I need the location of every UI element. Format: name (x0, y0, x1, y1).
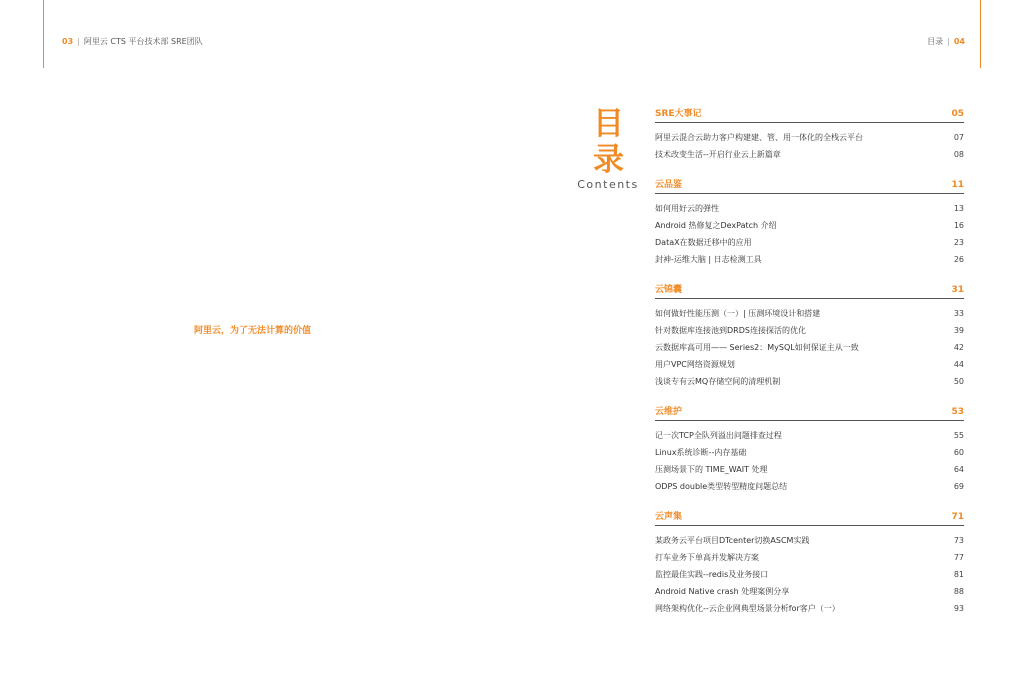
entry-title: 网络架构优化--云企业网典型场景分析for客户（一） (655, 604, 840, 613)
table-of-contents (655, 106, 964, 631)
section-title: 云维护 (655, 407, 683, 417)
entry-title: 打车业务下单高并发解决方案 (655, 553, 759, 562)
entry-title: 云数据库高可用—— Series2：MySQL如何保证主从一致 (655, 343, 859, 352)
toc-section-heading[interactable] (655, 177, 964, 194)
toc-entry[interactable] (655, 356, 964, 373)
entry-page-number: 50 (953, 377, 964, 386)
entry-title: 浅谈专有云MQ存储空间的清理机制 (655, 377, 781, 386)
entry-title: Android Native crash 处理案例分享 (655, 587, 790, 596)
entry-page-number: 26 (953, 255, 964, 264)
entry-title: 封神-运维大脑 | 日志检测工具 (655, 255, 762, 264)
toc-entry[interactable] (655, 373, 964, 390)
section-page-number: 11 (951, 180, 964, 190)
entry-page-number: 16 (953, 221, 964, 230)
section-title: 云锦囊 (655, 285, 683, 295)
toc-entry[interactable] (655, 146, 964, 163)
toc-section-heading[interactable] (655, 509, 964, 526)
entry-page-number: 73 (953, 536, 964, 545)
right-running-header (927, 36, 965, 47)
toc-entry[interactable] (655, 200, 964, 217)
entry-page-number: 07 (953, 133, 964, 142)
toc-title-en: Contents (577, 178, 639, 191)
toc-entry[interactable] (655, 566, 964, 583)
section-title: 云声集 (655, 512, 683, 522)
toc-title-cn: 目录 (593, 106, 625, 178)
entry-page-number: 33 (953, 309, 964, 318)
toc-section (655, 509, 964, 617)
entry-title: Linux系统诊断--内存基础 (655, 448, 747, 457)
toc-entry[interactable] (655, 444, 964, 461)
toc-entry[interactable] (655, 478, 964, 495)
entry-title: 阿里云混合云助力客户构建建、管、用一体化的全栈云平台 (655, 133, 863, 142)
section-page-number: 31 (951, 285, 964, 295)
entry-page-number: 23 (953, 238, 964, 247)
toc-section-heading[interactable] (655, 106, 964, 123)
toc-section (655, 404, 964, 495)
left-running-header (62, 36, 203, 47)
entry-title: 压测场景下的 TIME_WAIT 处理 (655, 465, 768, 474)
right-header-text: 目录 (927, 37, 944, 46)
entry-page-number: 60 (953, 448, 964, 457)
toc-entry[interactable] (655, 305, 964, 322)
entry-page-number: 39 (953, 326, 964, 335)
header-separator: | (947, 37, 950, 46)
entry-title: Android 热修复之DexPatch 介绍 (655, 221, 777, 230)
toc-title (578, 106, 640, 192)
toc-entry[interactable] (655, 461, 964, 478)
left-header-text: 阿里云 CTS 平台技术部 SRE团队 (83, 37, 203, 46)
toc-entry[interactable] (655, 532, 964, 549)
toc-section-heading[interactable] (655, 282, 964, 299)
toc-entry[interactable] (655, 549, 964, 566)
toc-entry[interactable] (655, 583, 964, 600)
entry-page-number: 88 (953, 587, 964, 596)
toc-entry[interactable] (655, 339, 964, 356)
section-title: 云品鉴 (655, 180, 683, 190)
entry-title: 记一次TCP全队列溢出问题排查过程 (655, 431, 782, 440)
entry-page-number: 81 (953, 570, 964, 579)
toc-entry[interactable] (655, 600, 964, 617)
toc-entry[interactable] (655, 427, 964, 444)
toc-entry[interactable] (655, 129, 964, 146)
entry-title: 技术改变生活--开启行业云上新篇章 (655, 150, 781, 159)
header-separator: | (77, 37, 80, 46)
entry-page-number: 44 (953, 360, 964, 369)
toc-section (655, 177, 964, 268)
left-edge-line (43, 0, 44, 68)
entry-title: ODPS double类型转型精度问题总结 (655, 482, 788, 491)
entry-title: 针对数据库连接池到DRDS连接探活的优化 (655, 326, 806, 335)
entry-page-number: 93 (953, 604, 964, 613)
section-page-number: 53 (951, 407, 964, 417)
toc-section (655, 106, 964, 163)
entry-page-number: 08 (953, 150, 964, 159)
entry-title: 用户VPC网络资源规划 (655, 360, 735, 369)
toc-section (655, 282, 964, 390)
toc-entry[interactable] (655, 234, 964, 251)
entry-title: 某政务云平台项目DTcenter切换ASCM实践 (655, 536, 810, 545)
toc-section-heading[interactable] (655, 404, 964, 421)
entry-page-number: 77 (953, 553, 964, 562)
toc-entry[interactable] (655, 322, 964, 339)
entry-page-number: 55 (953, 431, 964, 440)
entry-page-number: 13 (953, 204, 964, 213)
section-title: SRE大事记 (655, 109, 702, 119)
toc-entry[interactable] (655, 217, 964, 234)
section-page-number: 05 (951, 109, 964, 119)
entry-title: 监控最佳实践--redis及业务接口 (655, 570, 769, 579)
right-page-number: 04 (953, 37, 965, 46)
entry-page-number: 42 (953, 343, 964, 352)
entry-page-number: 64 (953, 465, 964, 474)
slogan: 阿里云，为了无法计算的价值 (194, 326, 312, 336)
section-page-number: 71 (951, 512, 964, 522)
toc-entry[interactable] (655, 251, 964, 268)
entry-title: 如何用好云的弹性 (655, 204, 719, 213)
entry-page-number: 69 (953, 482, 964, 491)
entry-title: 如何做好性能压测（一）| 压测环境设计和搭建 (655, 309, 821, 318)
entry-title: DataX在数据迁移中的应用 (655, 238, 752, 247)
left-page-number: 03 (62, 37, 74, 46)
